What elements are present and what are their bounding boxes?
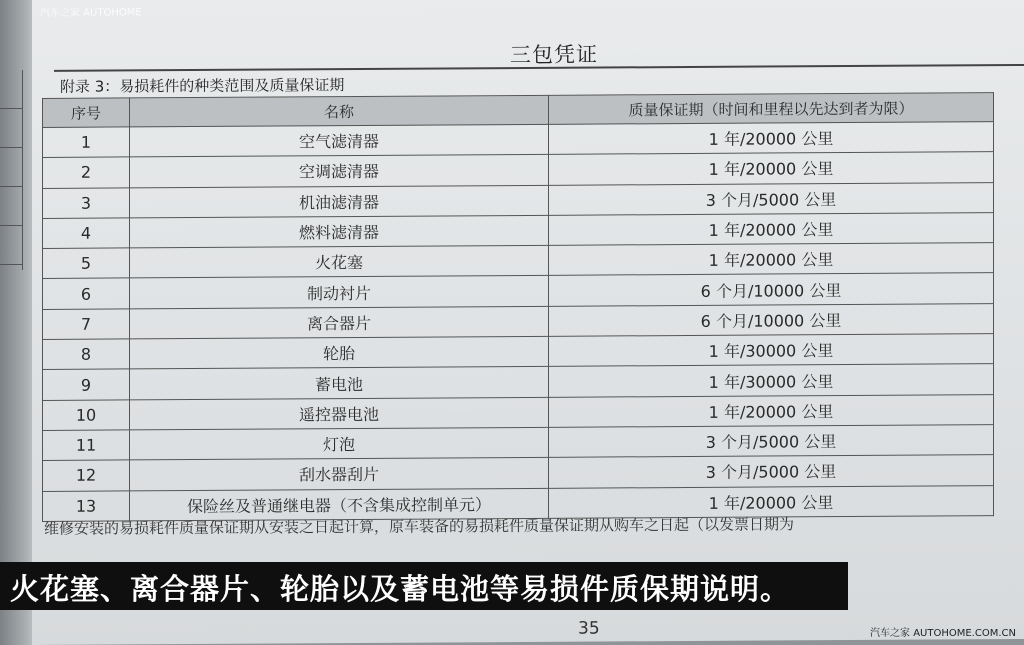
cell-name: 机油滤清器 <box>130 185 549 218</box>
cell-warranty: 1 年/30000 公里 <box>549 334 994 367</box>
cell-warranty: 1 年/20000 公里 <box>549 152 994 185</box>
cell-warranty: 3 个月/5000 公里 <box>549 425 994 458</box>
cell-no: 8 <box>43 339 130 370</box>
cell-no: 2 <box>43 157 130 188</box>
cell-no: 10 <box>43 400 130 431</box>
cell-no: 6 <box>43 278 130 309</box>
cell-name: 灯泡 <box>130 427 549 460</box>
header-name: 名称 <box>130 95 549 127</box>
cell-warranty: 1 年/20000 公里 <box>549 122 994 155</box>
watermark-top: 汽车之家 AUTOHOME <box>40 7 142 19</box>
consumables-table <box>42 92 994 522</box>
cell-warranty: 1 年/20000 公里 <box>549 243 994 276</box>
cell-warranty: 1 年/20000 公里 <box>549 213 994 246</box>
cell-name: 保险丝及普通继电器（不含集成控制单元） <box>130 488 549 521</box>
header-warranty: 质量保证期（时间和里程以先达到者为限） <box>549 93 994 125</box>
cell-warranty: 1 年/30000 公里 <box>549 364 994 397</box>
subtitle-caption-bar <box>0 562 848 610</box>
cell-no: 9 <box>43 369 130 400</box>
cell-name: 空调滤清器 <box>130 155 549 188</box>
watermark-bottom: 汽车之家 AUTOHOME.COM.CN <box>870 628 1016 639</box>
cell-no: 13 <box>43 490 130 521</box>
cell-warranty: 1 年/20000 公里 <box>549 485 994 518</box>
cell-no: 7 <box>43 309 130 340</box>
previous-page-edge <box>0 70 23 270</box>
cell-name: 火花塞 <box>130 246 549 279</box>
cell-warranty: 3 个月/5000 公里 <box>549 182 994 215</box>
cell-name: 离合器片 <box>130 306 549 339</box>
cell-warranty: 3 个月/5000 公里 <box>549 455 994 488</box>
document-page <box>32 0 1024 645</box>
cell-no: 1 <box>43 127 130 158</box>
page-number: 35 <box>578 618 600 639</box>
cell-no: 3 <box>43 187 130 218</box>
cell-name: 刮水器刮片 <box>130 458 549 491</box>
cell-name: 蓄电池 <box>130 367 549 400</box>
page-title: 三包凭证 <box>510 42 598 68</box>
cell-warranty: 1 年/20000 公里 <box>549 394 994 427</box>
cell-no: 4 <box>43 218 130 249</box>
cell-warranty: 6 个月/10000 公里 <box>549 273 994 306</box>
appendix-title: 附录 3：易损耗件的种类范围及质量保证期 <box>60 76 345 96</box>
cell-warranty: 6 个月/10000 公里 <box>549 303 994 336</box>
cell-no: 12 <box>43 460 130 491</box>
footnote: 维修安装的易损耗件质量保证期从安装之日起计算，原车装备的易损耗件质量保证期从购车之日起（以发票日期为 <box>44 515 795 538</box>
cell-name: 空气滤清器 <box>130 124 549 157</box>
cell-no: 11 <box>43 430 130 461</box>
subtitle-caption: 火花塞、离合器片、轮胎以及蓄电池等易损件质保期说明。 <box>10 572 791 606</box>
cell-no: 5 <box>43 248 130 279</box>
cell-name: 燃料滤清器 <box>130 215 549 248</box>
cell-name: 遥控器电池 <box>130 397 549 430</box>
header-no: 序号 <box>43 98 130 128</box>
cell-name: 轮胎 <box>130 336 549 369</box>
cell-name: 制动衬片 <box>130 276 549 309</box>
